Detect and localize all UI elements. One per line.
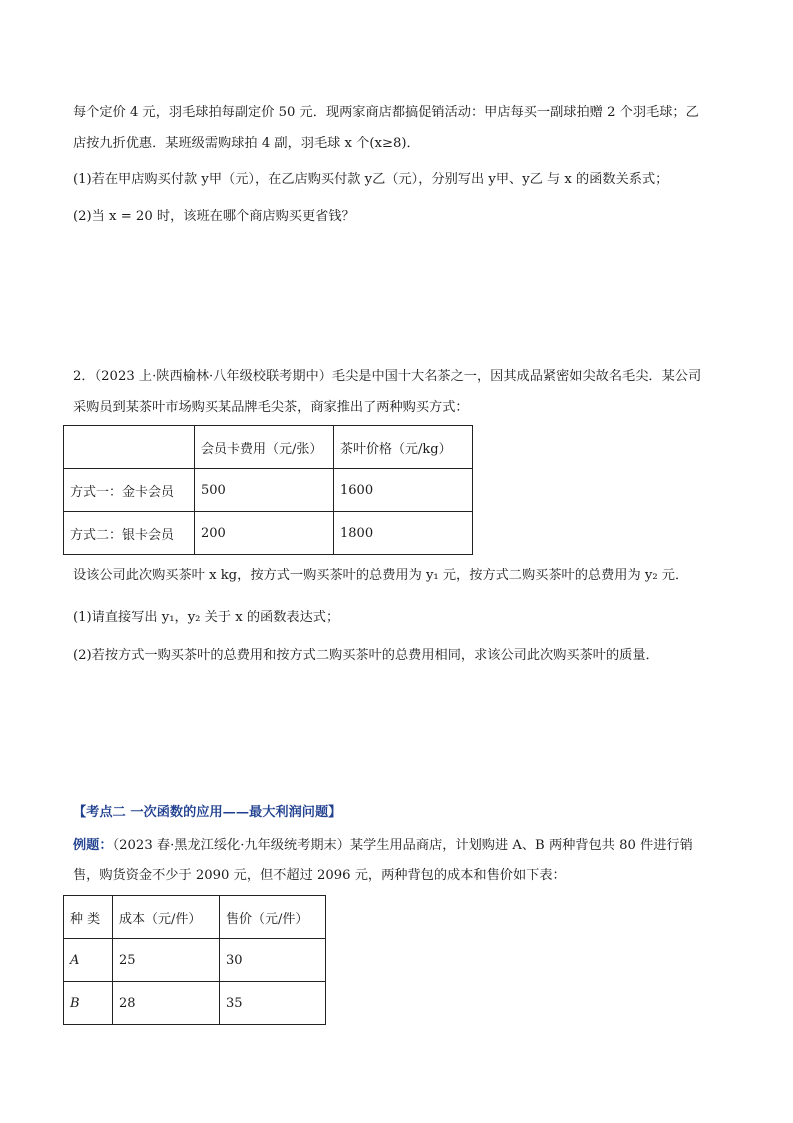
table-header-cell: 会员卡费用（元/张）: [195, 426, 334, 469]
table-cell: A: [64, 939, 113, 982]
p2-line2: 采购员到某茶叶市场购买某品牌毛尖茶，商家推出了两种购买方式：: [73, 400, 469, 415]
p1-line1: 每个定价 4 元，羽毛球拍每副定价 50 元．现两家商店都搞促销活动：甲店每买一副球拍赠 2 个羽毛球；乙: [73, 105, 699, 120]
table-header-cell: 茶叶价格（元/kg）: [334, 426, 473, 469]
table-row: [64, 939, 326, 982]
p2-line3: 设该公司此次购买茶叶 x kg，按方式一购买茶叶的总费用为 y₁ 元，按方式二购买茶叶的总费用为 y₂ 元．: [73, 568, 689, 583]
table-cell: 25: [113, 939, 220, 982]
section-heading: 【考点二 一次函数的应用——最大利润问题】: [73, 805, 342, 820]
table-header-cell: 售价（元/件）: [220, 896, 326, 939]
table-header-cell: 种 类: [64, 896, 113, 939]
table-cell: 35: [220, 982, 326, 1025]
p1-question-2: (2)当 x = 20 时，该班在哪个商店购买更省钱？: [73, 209, 355, 224]
table-header-row: [64, 426, 473, 469]
table-cell: 28: [113, 982, 220, 1025]
table-row: [64, 469, 473, 512]
example-line2: 售，购货资金不少于 2090 元，但不超过 2096 元，两种背包的成本和售价如下表：: [73, 868, 566, 883]
table-cell: 200: [195, 512, 334, 555]
table-cell: 30: [220, 939, 326, 982]
p1-line2: 店按九折优惠．某班级需购球拍 4 副，羽毛球 x 个(x≥8)．: [73, 136, 420, 151]
table-row: [64, 512, 473, 555]
table-cell: 1800: [334, 512, 473, 555]
tea-purchase-table: [63, 425, 473, 555]
table-header-cell: [64, 426, 195, 469]
p2-question-1: (1)请直接写出 y₁，y₂ 关于 x 的函数表达式；: [73, 610, 340, 625]
table-cell: 500: [195, 469, 334, 512]
example-label: 例题：: [73, 838, 113, 853]
table-cell: 方式二：银卡会员: [64, 512, 195, 555]
example-text: （2023 春·黑龙江绥化·九年级统考期末）某学生用品商店，计划购进 A、B 两种背包共 80 件进行销: [112, 838, 693, 853]
example-line1: [73, 836, 693, 856]
table-header-cell: 成本（元/件）: [113, 896, 220, 939]
backpack-table: [63, 895, 326, 1025]
p1-question-1: (1)若在甲店购买付款 y甲（元），在乙店购买付款 y乙（元），分别写出 y甲、y乙 与 x 的函数关系式；: [73, 172, 669, 187]
table-header-row: [64, 896, 326, 939]
table-cell: 1600: [334, 469, 473, 512]
p2-question-2: (2)若按方式一购买茶叶的总费用和按方式二购买茶叶的总费用相同，求该公司此次购买茶叶的质量．: [73, 648, 659, 663]
table-cell: B: [64, 982, 113, 1025]
p2-line1: 2．（2023 上·陕西榆林·八年级校联考期中）毛尖是中国十大名茶之一，因其成品紧密如尖故名毛尖．某公司: [73, 369, 702, 384]
table-cell: 方式一：金卡会员: [64, 469, 195, 512]
table-row: [64, 982, 326, 1025]
